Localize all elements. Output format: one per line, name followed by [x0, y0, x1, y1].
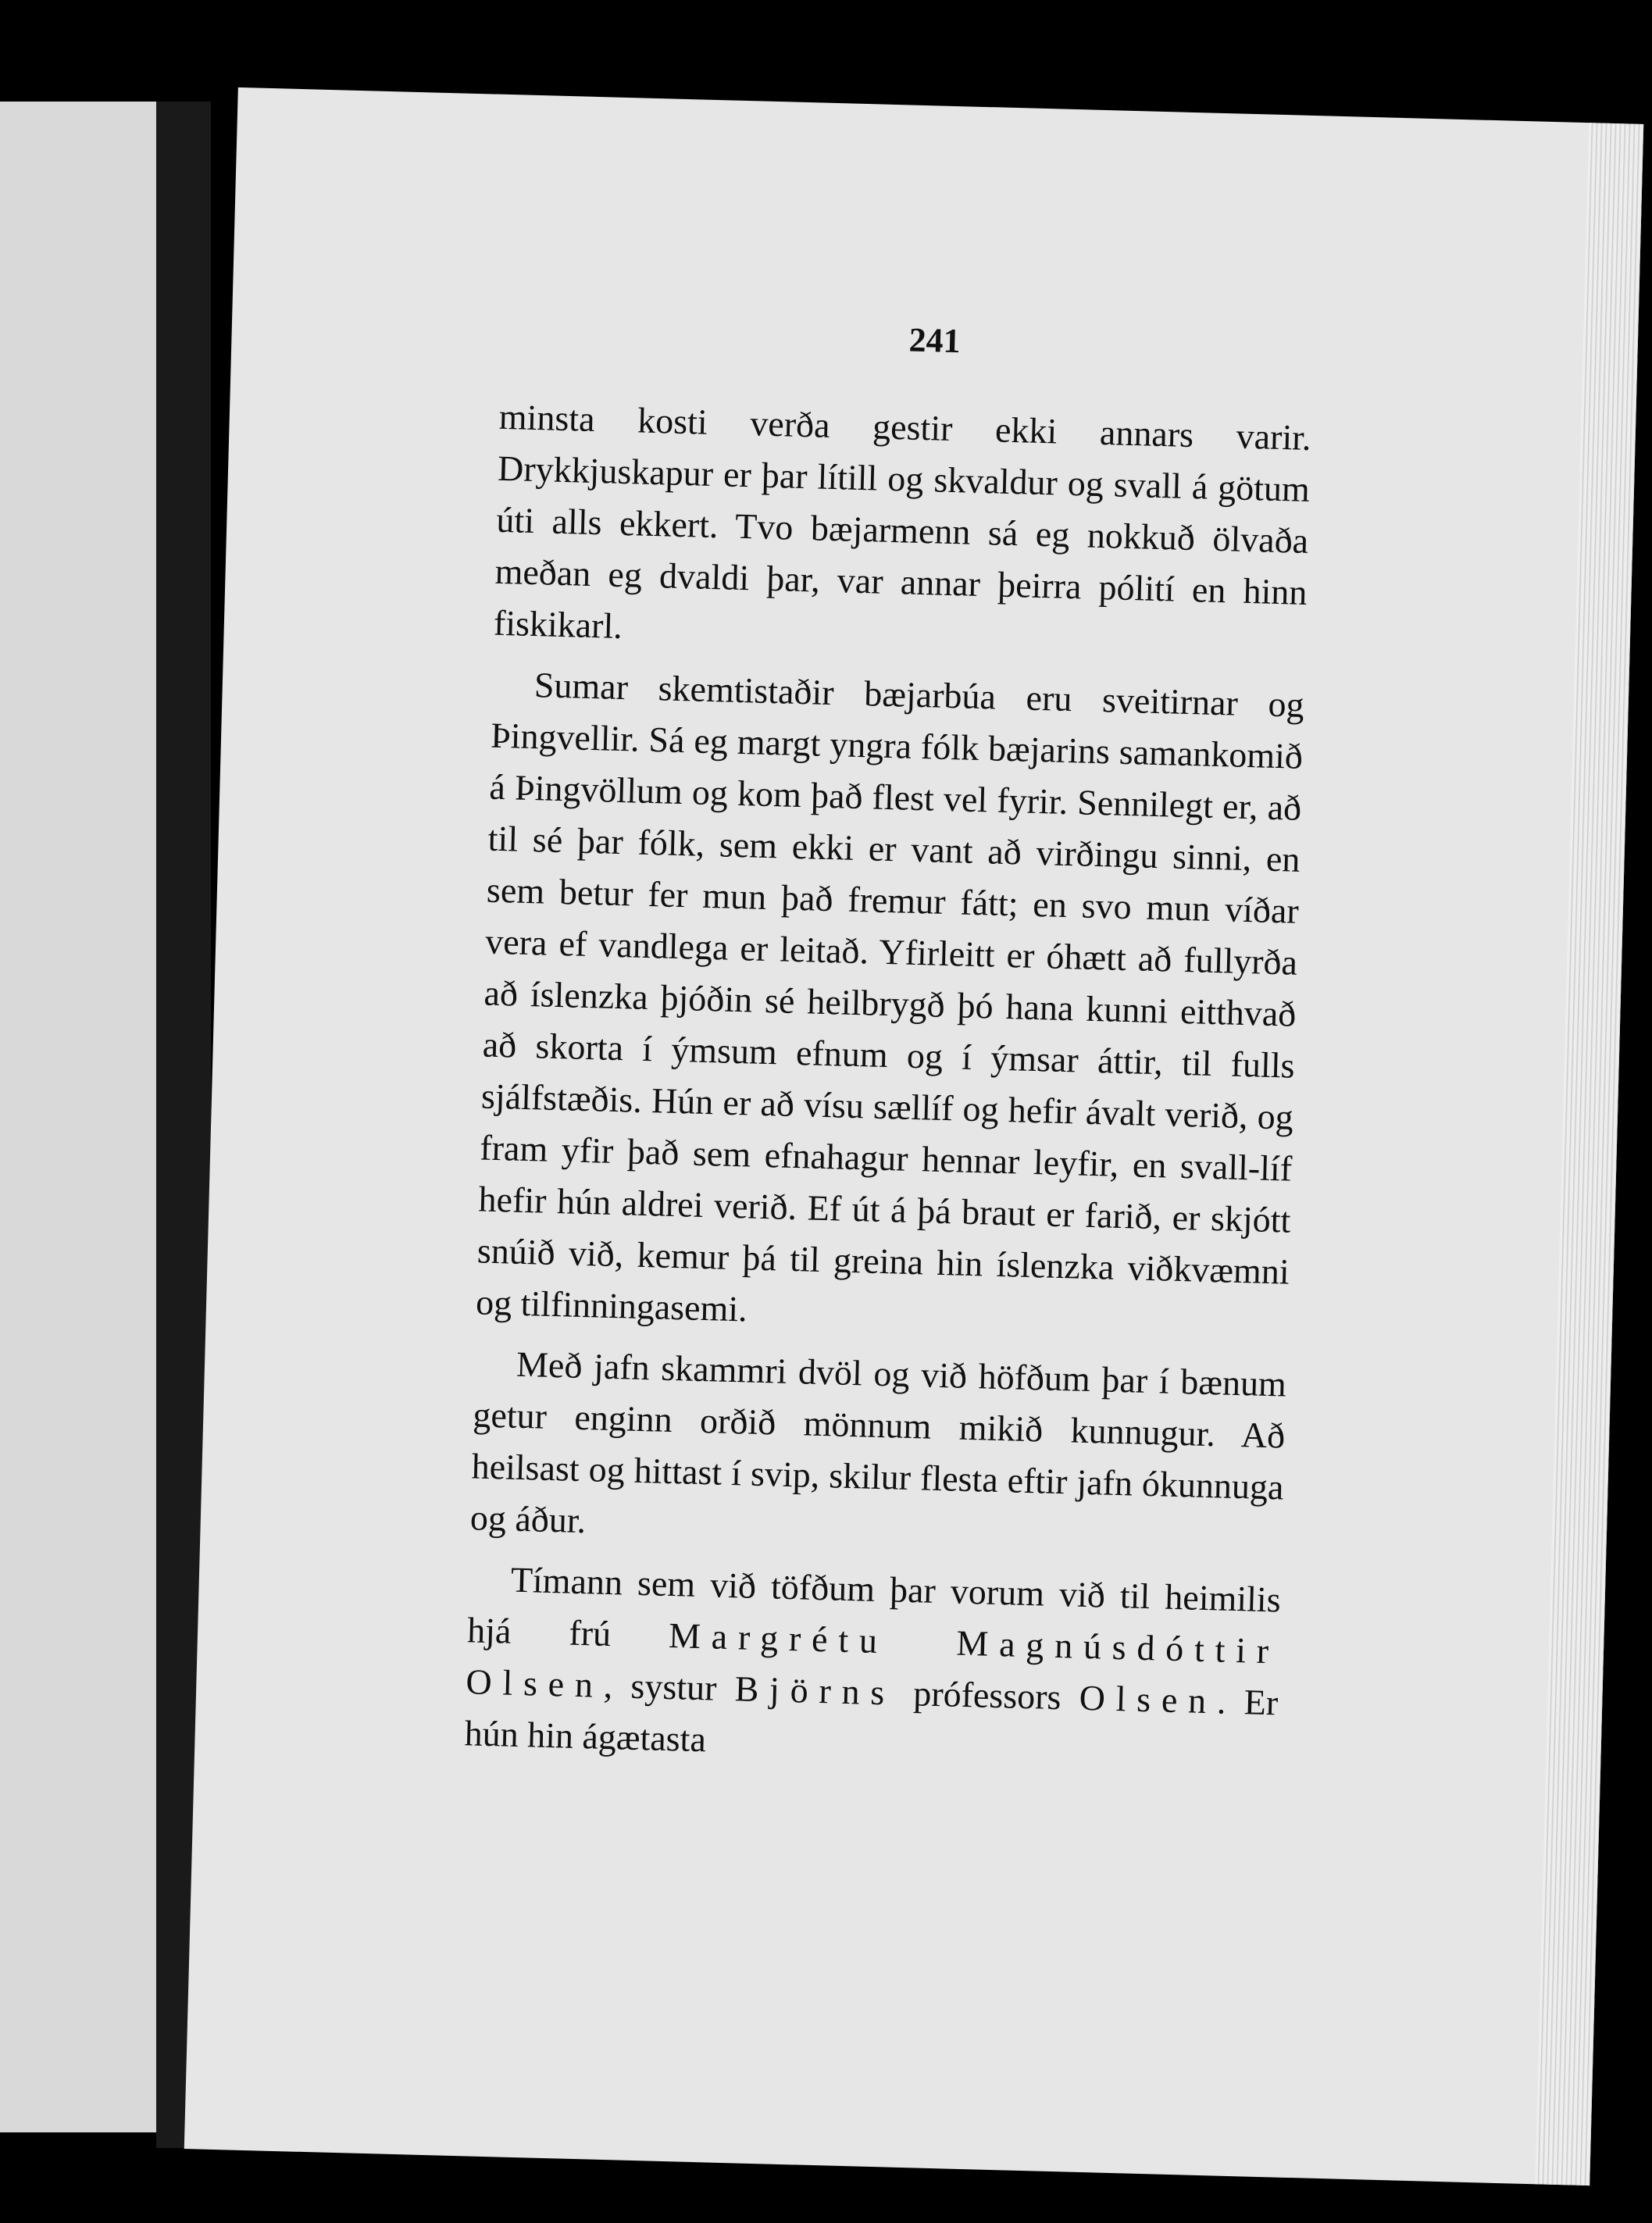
book-page [184, 87, 1643, 2186]
paragraph-3: Með jafn skammri dvöl og við höfðum þar í bænum getur enginn orðið mönnum mikið kunnugur. Að heilsast og hittast í svip, skilur flesta eftir jafn ókunnuga og áður. [469, 1343, 1287, 1541]
body-text [464, 391, 1312, 1790]
paragraph-4-title: prófessors [894, 1672, 1080, 1718]
page-stack-edge [1535, 123, 1643, 2186]
paragraph-4-intro: Tímann sem við töfðum þar vorum við til heimilis hjá frú [466, 1559, 1282, 1655]
left-page-edge [0, 102, 156, 2132]
person-name-olsen: Olsen [1079, 1677, 1218, 1722]
paragraph-4-middle: , systur [603, 1665, 736, 1709]
page-number: 241 [908, 320, 962, 361]
paragraph-2: Sumar skemtistaðir bæjarbúa eru sveitirnar og Þingvellir. Sá eg margt yngra fólk bæjarins samankomið á Þingvöllum og kom það flest vel fyrir. Sennilegt er, að til sé þar fólk, sem ekki er vant að virðingu sinni, en sem betur fer mun það fremur fátt; en svo mun víðar vera ef vandlega er leitað. Yfirleitt er óhætt að fullyrða að íslenzka þjóðin sé heilbrygð þó hana kunni eitthvað að skorta í ýmsum efnum og í ýmsar áttir, til fulls sjálfstæðis. Hún er að vísu sællíf og hefir ávalt verið, og fram yfir það sem efnahagur hennar leyfir, en svall-líf hefir hún aldrei verið. Ef út á þá braut er farið, er skjótt snúið við, kemur þá til greina hin íslenzka viðkvæmni og tilfinningasemi. [475, 665, 1305, 1329]
paragraph-4-ending: . Er hún hin ágætasta [464, 1681, 1279, 1760]
paragraph-1: minsta kosti verða gestir ekki annars varir. Drykkjuskapur er þar lítill og skvaldur og svall á götum úti alls ekkert. Tvo bæjarmenn sá eg nokkuð ölvaða meðan eg dvaldi þar, var annar þeirra pólití en hinn fiskikarl. [493, 396, 1312, 646]
paragraph-4 [464, 1553, 1282, 1780]
person-name-bjorn: Björns [734, 1668, 896, 1713]
person-name-margret: Margrétu Magnúsdóttir Olsen [465, 1615, 1280, 1705]
